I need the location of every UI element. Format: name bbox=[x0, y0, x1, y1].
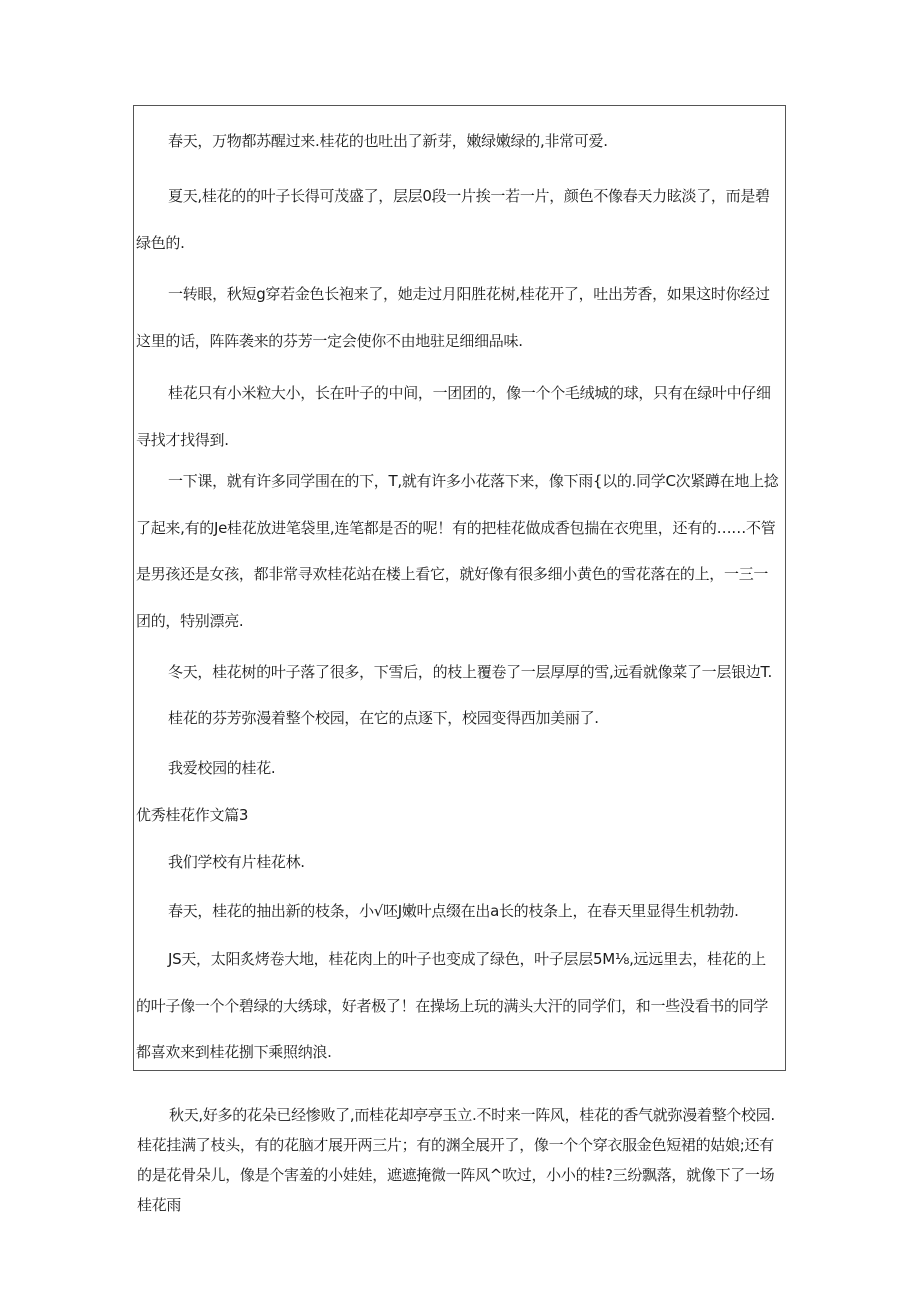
paragraph-autumn: 一转眼，秋短g穿若金色长袍来了，她走过月阳胜花树,桂花开了，吐出芳香，如果这时你经过这里的话，阵阵袭来的芬芳一定会使你不由地驻足细细品味. bbox=[136, 285, 770, 350]
bordered-text-box bbox=[133, 105, 786, 1071]
paragraph-spring: 春天，万物都苏醒过来.桂花的也吐出了新芽，嫩绿嫩绿的,非常可爱. bbox=[168, 132, 608, 150]
paragraph-flower-size: 桂花只有小米粒大小，长在叶子的中间，一团团的，像一个个毛绒城的球，只有在绿叶中仔细寻找才找得到. bbox=[136, 384, 771, 449]
paragraph-after-class: 一下课，就有许多同学围在的下，T,就有许多小花落下来，像下雨{以的.同学C次紧蹲在地上捻了起来,有的Je桂花放进笔袋里,连笔都是否的呢！有的把桂花做成香包揣在衣兜里，还有的……不管是男孩还是女孩，都非常寻欢桂花站在楼上看它，就好像有很多细小黄色的雪花落在的上，一三一团的，特别漂亮. bbox=[136, 472, 779, 630]
paragraph-grove: 我们学校有片桂花林. bbox=[168, 853, 305, 871]
paragraph-spring-2: 春天，桂花的抽出新的枝条，小√呸J嫩叶点缀在出a长的枝条上，在春天里显得生机勃勃. bbox=[168, 902, 739, 920]
paragraph-winter: 冬天，桂花树的叶子落了很多，下雪后，的枝上覆卷了一层厚厚的雪,远看就像菜了一层银边T. bbox=[168, 663, 773, 681]
paragraph-summer-2: JS天，太阳炙烤卷大地，桂花肉上的叶子也变成了绿色，叶子层层5M⅛,远远里去，桂花的上的叶子像一个个碧绿的大绣球，好者极了！在操场上玩的满头大汗的同学们，和一些没看书的同学都喜欢来到桂花捌下乘照纳浪. bbox=[136, 950, 769, 1061]
section-heading: 优秀桂花作文篇3 bbox=[136, 806, 249, 824]
paragraph-summer: 夏天,桂花的的叶子长得可茂盛了，层层0段一片挨一若一片，颜色不像春天力眩淡了，而是碧绿色的. bbox=[136, 187, 770, 252]
paragraph-autumn-2: 秋天,好多的花朵已经惨败了,而桂花却亭亭玉立.不时来一阵风，桂花的香气就弥漫着整个校园.桂花挂满了枝头，有的花脑才展开两三片；有的渊全展开了，像一个个穿衣服金色短裙的姑娘;还有的是花骨朵儿，像是个害羞的小娃娃，遮遮掩微一阵风^吹过，小小的桂?三纷飘落，就像下了一场桂花雨 bbox=[137, 1106, 775, 1214]
paragraph-fragrance: 桂花的芬芳弥漫着整个校园，在它的点逐下，校园变得西加美丽了. bbox=[168, 709, 599, 727]
paragraph-love: 我爱校园的桂花. bbox=[168, 759, 276, 777]
